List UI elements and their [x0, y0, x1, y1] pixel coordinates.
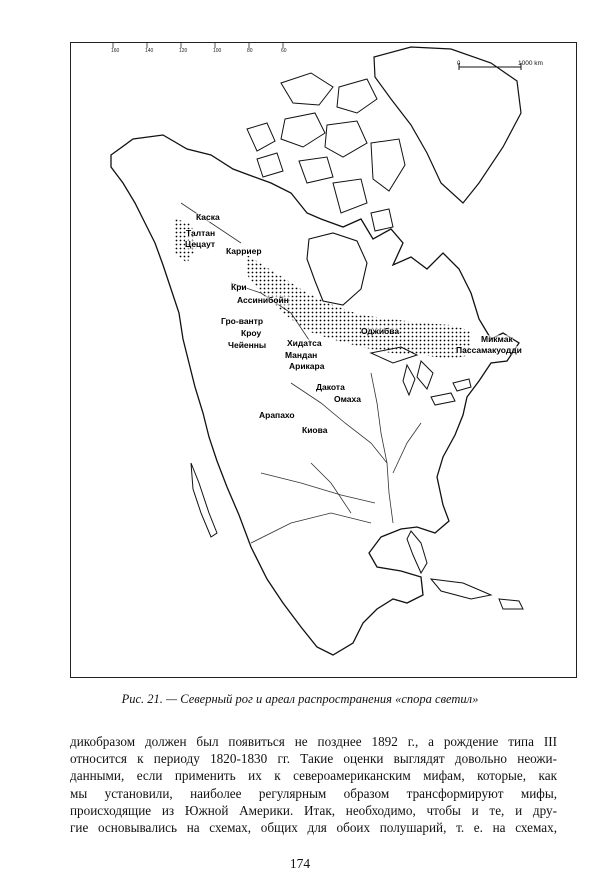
label-arikara: Арикара — [289, 361, 325, 371]
label-gros-ventre: Гро-вантр — [221, 316, 264, 326]
arctic-islands — [247, 73, 405, 231]
hudson-bay — [307, 233, 367, 305]
north-america-map — [71, 43, 577, 678]
tick-label: 100 — [213, 48, 222, 54]
continent-outline — [111, 135, 519, 655]
rivers — [181, 203, 421, 543]
tick-label: 160 — [111, 48, 120, 54]
label-carrier: Карриер — [226, 246, 262, 256]
label-cree: Кри — [231, 282, 247, 292]
label-omaha: Омаха — [334, 394, 361, 404]
label-tsetsaut: Цецаут — [185, 239, 216, 249]
scale-max-label: 1000 km — [518, 60, 543, 67]
tick-label: 80 — [247, 48, 253, 54]
page-number: 174 — [289, 856, 311, 871]
label-kaska: Каска — [196, 212, 220, 222]
label-ojibwa: Оджибва — [361, 326, 400, 336]
text-line: мы установили, наиболее регулярным образом трансформируют мифы, — [70, 785, 557, 801]
text-line: дикобразом должен был появиться не позднее 1892 г., а рождение типа III — [70, 734, 557, 749]
label-cheyenne: Чейенны — [228, 340, 267, 350]
label-passamaquoddy: Пассамакуодди — [456, 345, 522, 355]
cuba — [431, 579, 491, 599]
map-figure — [70, 42, 577, 678]
text-line: происходящие из Южной Америки. Итак, необходимо, чтобы и те, и дру- — [70, 802, 557, 818]
label-hidatsa: Хидатса — [287, 338, 322, 348]
tick-label: 140 — [145, 48, 154, 54]
baja-california — [191, 463, 217, 537]
florida — [407, 531, 427, 573]
label-mandan: Мандан — [285, 350, 318, 360]
longitude-ticks — [113, 43, 283, 48]
label-micmac: Микмак — [481, 334, 513, 344]
tick-label: 60 — [281, 48, 287, 54]
label-dakota: Дакота — [316, 382, 345, 392]
label-kiowa: Киова — [302, 425, 328, 435]
label-tagish: Талтан — [186, 228, 216, 238]
label-arapaho: Арапахо — [259, 410, 295, 420]
text-line: относится к периоду 1820-1830 гг. Такие оценки выглядят довольно неожи- — [70, 751, 557, 767]
scale-zero-label: 0 — [457, 61, 461, 67]
label-assiniboine: Ассинибойн — [237, 295, 289, 305]
figure-caption: Рис. 21. — Северный рог и ареал распространения «спора светил» — [121, 692, 479, 706]
scale-bar — [459, 63, 521, 70]
label-crow: Кроу — [241, 328, 262, 338]
tick-label: 120 — [179, 48, 188, 54]
text-line: данными, если применить их к североамериканским мифам, которые, как — [70, 768, 557, 784]
text-line: гие основывались на схемах, общих для обоих полушарий, т. е. на схемах, — [70, 819, 557, 835]
body-text — [70, 733, 557, 836]
hispaniola — [499, 599, 523, 609]
